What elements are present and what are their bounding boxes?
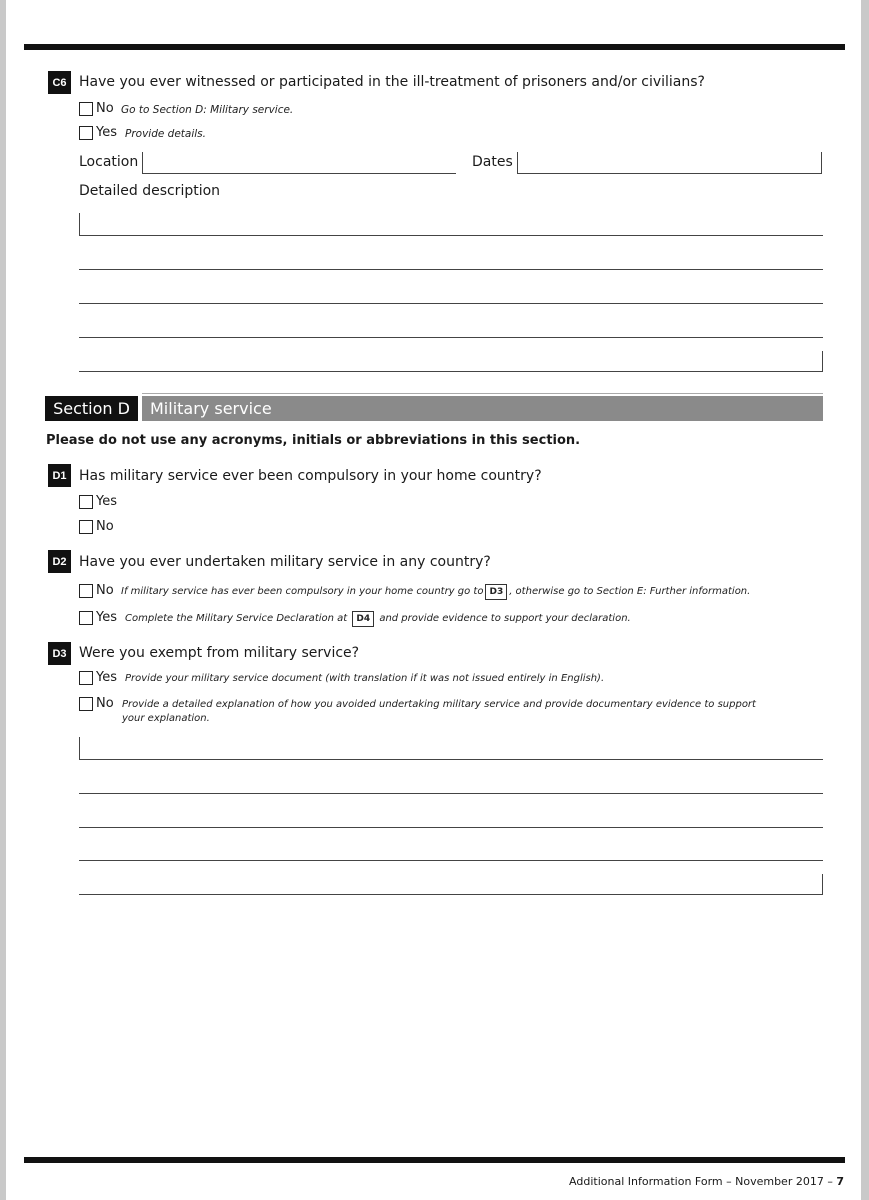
option-label-d1-no: No — [96, 519, 114, 534]
instruction-c6-yes: Provide details. — [125, 128, 206, 140]
option-label-c6-yes: Yes — [96, 125, 117, 140]
page-number: 7 — [836, 1175, 844, 1188]
question-d1: Has military service ever been compulsory in your home country? — [79, 468, 542, 484]
dates-field[interactable] — [517, 152, 822, 174]
option-label-c6-no: No — [96, 101, 114, 116]
description-field-right-tick — [822, 351, 823, 372]
question-number-c6: C6 — [48, 71, 71, 94]
checkbox-d3-no[interactable] — [79, 697, 93, 711]
question-number-d2: D2 — [48, 550, 71, 573]
instruction-d2-no-text-a: If military service has ever been compulsory in your home country go to — [121, 586, 484, 597]
section-d-title: Military service — [142, 396, 823, 421]
section-d-tag: Section D — [45, 396, 138, 421]
instruction-d2-yes-text-a: Complete the Military Service Declaration at — [125, 613, 348, 624]
question-number-d3: D3 — [48, 642, 71, 665]
instruction-d2-yes-text-b: and provide evidence to support your declaration. — [379, 613, 631, 624]
explanation-line — [79, 759, 823, 760]
reference-d3: D3 — [485, 584, 507, 600]
checkbox-c6-yes[interactable] — [79, 126, 93, 140]
description-field[interactable] — [79, 213, 823, 373]
description-line — [79, 371, 823, 372]
section-header-rule — [142, 393, 823, 394]
explanation-field-right-tick — [822, 874, 823, 895]
description-field-left-tick — [79, 213, 80, 235]
footer-text: Additional Information Form – November 2017 – — [569, 1175, 833, 1188]
footer — [569, 1175, 844, 1188]
description-line — [79, 337, 823, 338]
explanation-line — [79, 827, 823, 828]
instruction-d2-no-text-b: , otherwise go to Section E: Further information. — [509, 586, 751, 597]
checkbox-d2-no[interactable] — [79, 584, 93, 598]
question-d3: Were you exempt from military service? — [79, 645, 360, 661]
checkbox-d3-yes[interactable] — [79, 671, 93, 685]
explanation-line — [79, 793, 823, 794]
instruction-d2-yes — [125, 611, 631, 627]
checkbox-d1-yes[interactable] — [79, 495, 93, 509]
reference-d4: D4 — [352, 611, 374, 627]
checkbox-d2-yes[interactable] — [79, 611, 93, 625]
checkbox-c6-no[interactable] — [79, 102, 93, 116]
bottom-rule — [24, 1157, 845, 1163]
question-number-d1: D1 — [48, 464, 71, 487]
option-label-d3-yes: Yes — [96, 670, 117, 685]
section-d-note: Please do not use any acronyms, initials or abbreviations in this section. — [46, 433, 581, 448]
checkbox-d1-no[interactable] — [79, 520, 93, 534]
option-label-d2-no: No — [96, 583, 114, 598]
form-page — [6, 0, 861, 1200]
question-d2: Have you ever undertaken military service in any country? — [79, 554, 491, 570]
dates-label: Dates — [472, 154, 513, 170]
description-line — [79, 235, 823, 236]
instruction-d2-no — [121, 584, 750, 600]
explanation-line — [79, 860, 823, 861]
top-rule — [24, 44, 845, 50]
instruction-c6-no: Go to Section D: Military service. — [121, 104, 294, 116]
option-label-d3-no: No — [96, 696, 114, 711]
instruction-d3-yes: Provide your military service document (with translation if it was not issued entirely in English). — [125, 673, 605, 684]
explanation-field-left-tick — [79, 737, 80, 759]
option-label-d1-yes: Yes — [96, 494, 117, 509]
description-label: Detailed description — [79, 183, 221, 199]
option-label-d2-yes: Yes — [96, 610, 117, 625]
location-field[interactable] — [142, 152, 456, 174]
question-c6: Have you ever witnessed or participated in the ill-treatment of prisoners and/or civilians? — [79, 74, 705, 90]
explanation-line — [79, 894, 823, 895]
instruction-d3-no-line1: Provide a detailed explanation of how you avoided undertaking military service and provide documentary evidence to support — [122, 699, 756, 710]
description-line — [79, 303, 823, 304]
explanation-field[interactable] — [79, 737, 823, 897]
description-line — [79, 269, 823, 270]
location-label: Location — [79, 154, 139, 170]
instruction-d3-no-line2: your explanation. — [122, 713, 210, 724]
